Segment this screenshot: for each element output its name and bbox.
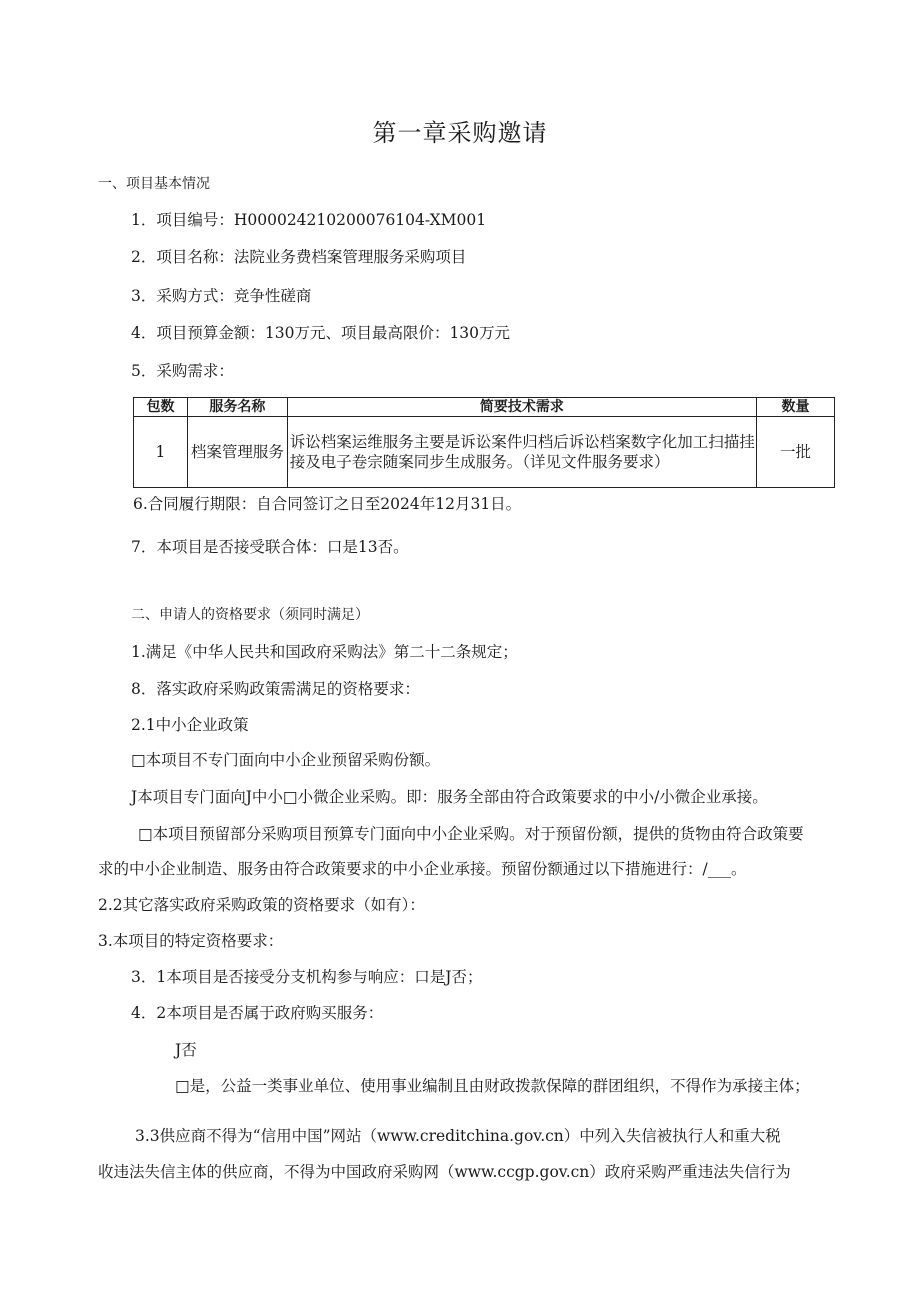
section-heading-basic-info: 一、项目基本情况 xyxy=(98,176,210,192)
project-name: 2．项目名称：法院业务费档案管理服务采购项目 xyxy=(131,248,467,266)
procurement-requirements-label: 5．采购需求： xyxy=(131,362,234,380)
qualification-policy: 8．落实政府采购政策需满足的资格要求： xyxy=(131,680,420,698)
cell-tech-requirements: 诉讼档案运维服务主要是诉讼案件归档后诉讼档案数字化加工扫描挂接及电子卷宗随案同步生成服务。（详见文件服务要求） xyxy=(287,417,756,488)
project-number: 1．项目编号：H000024210200076104-XM001 xyxy=(131,211,487,229)
chapter-title: 第一章采购邀请 xyxy=(372,119,548,147)
answer-no: J否 xyxy=(175,1041,197,1059)
other-policy-requirements: 2.2其它落实政府采购政策的资格要求（如有）： xyxy=(98,896,425,914)
sme-option-1: □本项目不专门面向中小企业预留采购份额。 xyxy=(131,751,441,769)
contract-period: 6.合同履行期限：自合同签订之日至2024年12月31日。 xyxy=(133,495,522,513)
header-tech-requirements: 简要技术需求 xyxy=(287,398,756,417)
project-budget: 4．项目预算金额：130万元、项目最高限价：130万元 xyxy=(131,324,511,342)
table-header-row xyxy=(134,398,835,417)
answer-yes-clause: □是，公益一类事业单位、使用事业编制且由财政拨款保障的群团组织，不得作为承接主体； xyxy=(175,1077,810,1095)
header-service-name: 服务名称 xyxy=(187,398,287,417)
consortium-clause: 7．本项目是否接受联合体：口是13否。 xyxy=(131,538,409,556)
procurement-method: 3．采购方式：竞争性磋商 xyxy=(131,287,312,305)
cell-service-name: 档案管理服务 xyxy=(187,417,287,488)
table-row xyxy=(134,417,835,488)
credit-clause-line2: 收违法失信主体的供应商，不得为中国政府采购网（www.ccgp.gov.cn）政府采购严重违法失信行为 xyxy=(98,1163,791,1181)
qualification-1: 1.满足《中华人民共和国政府采购法》第二十二条规定； xyxy=(131,643,518,661)
header-package: 包数 xyxy=(134,398,188,417)
cell-quantity: 一批 xyxy=(757,417,835,488)
sme-policy-heading: 2.1中小企业政策 xyxy=(131,716,249,734)
header-quantity: 数量 xyxy=(757,398,835,417)
specific-requirements: 3.本项目的特定资格要求： xyxy=(98,932,284,950)
section-heading-qualifications: 二、申请人的资格要求（须同时满足） xyxy=(131,607,369,623)
credit-clause-line1: 3.3供应商不得为“信用中国”网站（www.creditchina.gov.cn）中列入失信被执行人和重大税 xyxy=(135,1127,781,1145)
sme-option-3-line2: 求的中小企业制造、服务由符合政策要求的中小企业承接。预留份额通过以下措施进行：/___。 xyxy=(98,860,747,878)
sme-option-3-line1: □本项目预留部分采购项目预算专门面向中小企业采购。对于预留份额，提供的货物由符合政策要 xyxy=(138,825,804,843)
cell-package: 1 xyxy=(134,417,188,488)
government-service-question: 4．2本项目是否属于政府购买服务： xyxy=(131,1004,384,1022)
sme-option-2: J本项目专门面向J中小□小微企业采购。即：服务全部由符合政策要求的中小/小微企业承接。 xyxy=(131,788,768,806)
branch-participation: 3．1本项目是否接受分支机构参与响应：口是J否； xyxy=(131,968,483,986)
requirements-table xyxy=(133,397,835,488)
